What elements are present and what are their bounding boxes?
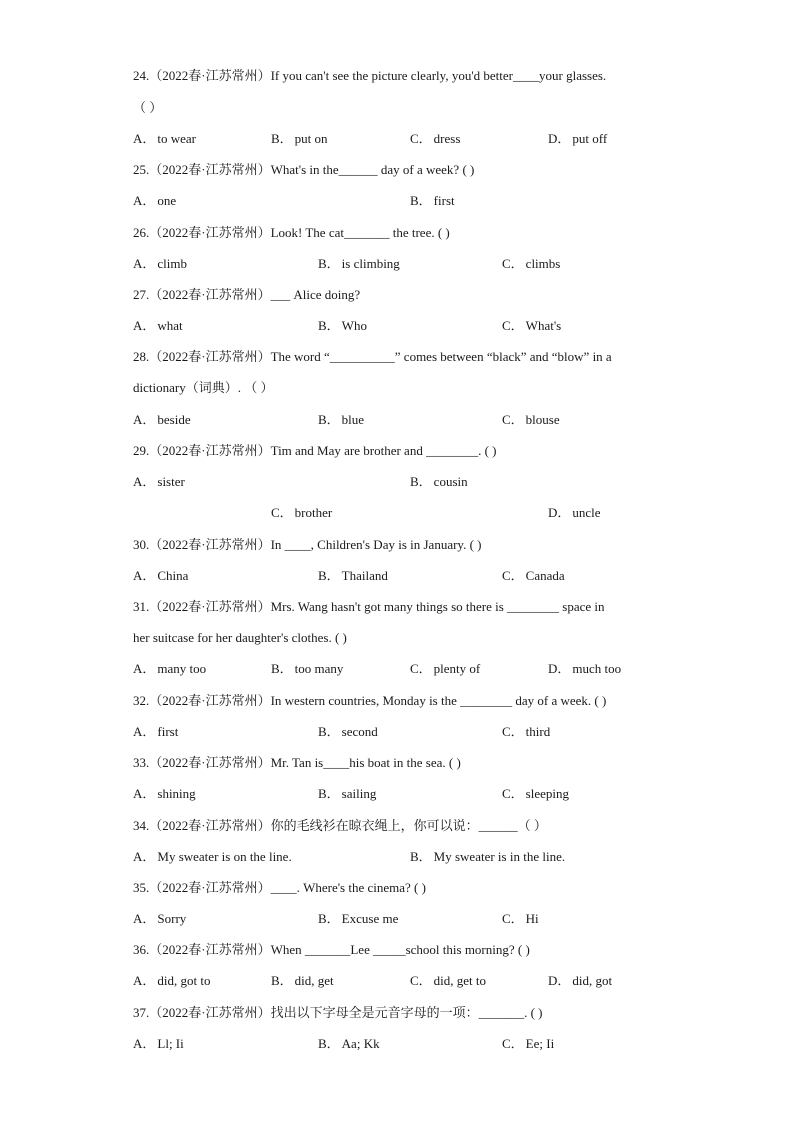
q32-option-b[interactable]: B． second [318, 724, 378, 739]
question-36-stem: 36.（2022春·江苏常州）When _______Lee _____school this morning? ( ) [133, 942, 530, 957]
q29-option-a[interactable]: A． sister [133, 474, 185, 489]
question-32-stem: 32.（2022春·江苏常州）In western countries, Monday is the ________ day of a week. ( ) [133, 693, 607, 708]
q37-option-c[interactable]: C． Ee; Ii [502, 1036, 555, 1051]
q27-option-b[interactable]: B． Who [318, 318, 367, 333]
q31-option-d[interactable]: D． much too [548, 661, 622, 676]
q34-option-b[interactable]: B． My sweater is in the line. [410, 849, 566, 864]
q36-option-c[interactable]: C． did, get to [410, 973, 487, 988]
q36-option-d[interactable]: D． did, got [548, 973, 613, 988]
q26-option-b[interactable]: B． is climbing [318, 256, 400, 271]
q29-option-d[interactable]: D． uncle [548, 505, 601, 520]
q33-option-c[interactable]: C． sleeping [502, 786, 569, 801]
q26-option-c[interactable]: C． climbs [502, 256, 561, 271]
q33-option-b[interactable]: B． sailing [318, 786, 377, 801]
q31-option-c[interactable]: C． plenty of [410, 661, 481, 676]
q28-option-c[interactable]: C． blouse [502, 412, 560, 427]
q35-option-b[interactable]: B． Excuse me [318, 911, 399, 926]
question-31-stem-cont: her suitcase for her daughter's clothes. ( ) [133, 630, 347, 645]
question-24-stem: 24.（2022春·江苏常州）If you can't see the picture clearly, you'd better____your glasses. [133, 68, 607, 83]
q30-option-c[interactable]: C． Canada [502, 568, 565, 583]
question-31-stem: 31.（2022春·江苏常州）Mrs. Wang hasn't got many things so there is ________ space in [133, 599, 605, 614]
question-26-stem: 26.（2022春·江苏常州）Look! The cat_______ the tree. ( ) [133, 225, 450, 240]
q24-option-c[interactable]: C． dress [410, 131, 461, 146]
q30-option-b[interactable]: B． Thailand [318, 568, 388, 583]
q30-option-a[interactable]: A． China [133, 568, 189, 583]
q29-option-c[interactable]: C． brother [271, 505, 333, 520]
question-25-stem: 25.（2022春·江苏常州）What's in the______ day of a week? ( ) [133, 162, 475, 177]
q33-option-a[interactable]: A． shining [133, 786, 196, 801]
q35-option-a[interactable]: A． Sorry [133, 911, 187, 926]
q32-option-c[interactable]: C． third [502, 724, 551, 739]
question-33-stem: 33.（2022春·江苏常州）Mr. Tan is____his boat in the sea. ( ) [133, 755, 461, 770]
question-29-stem: 29.（2022春·江苏常州）Tim and May are brother and ________. ( ) [133, 443, 497, 458]
question-27-stem: 27.（2022春·江苏常州）___ Alice doing? [133, 287, 361, 302]
q34-option-a[interactable]: A． My sweater is on the line. [133, 849, 292, 864]
q24-option-a[interactable]: A． to wear [133, 131, 197, 146]
q36-option-a[interactable]: A． did, got to [133, 973, 211, 988]
q31-option-b[interactable]: B． too many [271, 661, 344, 676]
question-28-stem: 28.（2022春·江苏常州）The word “__________” comes between “black” and “blow” in a [133, 349, 612, 364]
q25-option-a[interactable]: A． one [133, 193, 177, 208]
q36-option-b[interactable]: B． did, get [271, 973, 334, 988]
q28-option-a[interactable]: A． beside [133, 412, 191, 427]
q27-option-c[interactable]: C． What's [502, 318, 562, 333]
question-24-stem-cont: （ ） [133, 100, 163, 115]
q37-option-a[interactable]: A． Ll; Ii [133, 1036, 184, 1051]
question-35-stem: 35.（2022春·江苏常州）____. Where's the cinema? ( ) [133, 880, 426, 895]
q26-option-a[interactable]: A． climb [133, 256, 187, 271]
question-34-stem: 34.（2022春·江苏常州）你的毛线衫在晾衣绳上，你可以说：______（ ） [133, 818, 547, 833]
q37-option-b[interactable]: B． Aa; Kk [318, 1036, 380, 1051]
q32-option-a[interactable]: A． first [133, 724, 179, 739]
q24-option-d[interactable]: D． put off [548, 131, 608, 146]
question-30-stem: 30.（2022春·江苏常州）In ____, Children's Day is in January. ( ) [133, 537, 482, 552]
q35-option-c[interactable]: C． Hi [502, 911, 539, 926]
question-28-stem-cont: dictionary（词典）. （ ） [133, 380, 274, 395]
question-37-stem: 37.（2022春·江苏常州）找出以下字母全是元音字母的一项：_______. ( ) [133, 1005, 543, 1020]
q25-option-b[interactable]: B． first [410, 193, 455, 208]
q28-option-b[interactable]: B． blue [318, 412, 365, 427]
q29-option-b[interactable]: B． cousin [410, 474, 468, 489]
q31-option-a[interactable]: A． many too [133, 661, 207, 676]
q24-option-b[interactable]: B． put on [271, 131, 328, 146]
q27-option-a[interactable]: A． what [133, 318, 183, 333]
